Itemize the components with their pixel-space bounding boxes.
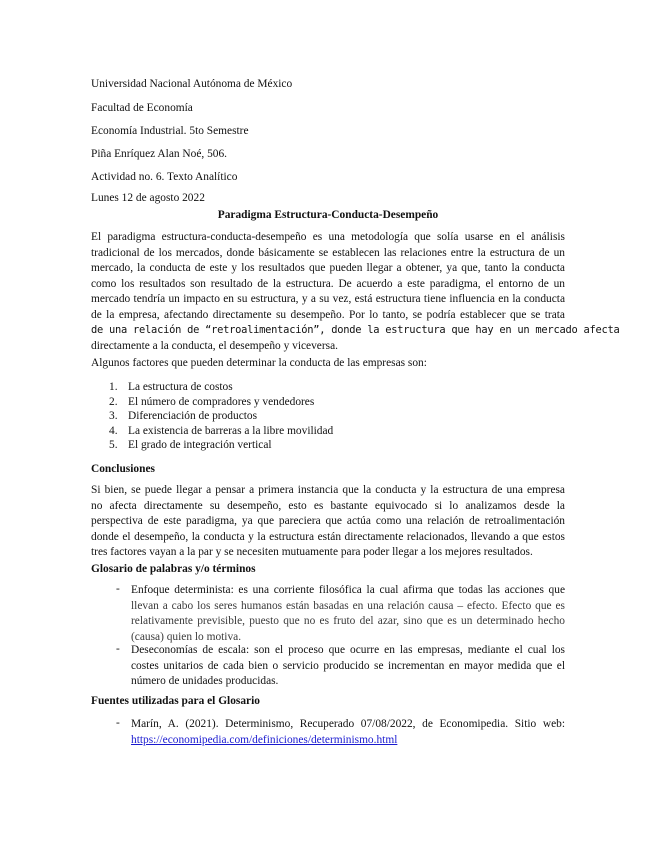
sources-heading: Fuentes utilizadas para el Glosario <box>91 695 260 707</box>
paragraph-line: como los resultados son resultado de la estructura. De acuerdo a este paradigma, el entorno de un <box>91 277 565 290</box>
author-name: Piña Enríquez Alan Noé, 506. <box>91 148 228 160</box>
conclusions-heading: Conclusiones <box>91 463 155 475</box>
dash-bullet: - <box>116 717 120 729</box>
paragraph-line: mercado, la conducta de este y los resultados que pueden llegar a obtener, ya que, tanto la conducta <box>91 262 565 274</box>
paragraph-line: no afecta directamente su desempeño, esto es bastante equivocado si lo analizamos desde la <box>91 499 565 512</box>
glossary-line: relativamente previsible, puesto que no es fruto del azar, sino que es un determinado hecho <box>131 615 565 627</box>
paragraph-line: tres factores vayan a la par y se necesiten mutuamente para poder llegar a los mejores resultados. <box>91 546 533 558</box>
paragraph-line: tradicional de los mercados, donde básicamente se establecen las relaciones entre la estructura de un <box>91 246 565 259</box>
paragraph-line: de una relación de “retroalimentación”, donde la estructura que hay en un mercado afecta <box>91 324 620 336</box>
conclusions-paragraph <box>91 483 565 561</box>
paragraph-line: donde el desempeño, la conducta y la estructura están directamente relacionados, llevando a que estos <box>91 530 565 543</box>
paragraph-line: directamente a la conducta, el desempeño y viceversa. <box>91 339 338 352</box>
list-number: 4. <box>109 424 118 437</box>
glossary-line: Deseconomías de escala: son el proceso que ocurre en las empresas, mediante el cual los <box>131 644 565 656</box>
paragraph-line: mercado tendría un impacto en su estructura, y a su vez, está estructura tiene influencia en la conducta <box>91 293 565 305</box>
page-title: Paradigma Estructura-Conducta-Desempeño <box>217 209 439 221</box>
glossary-line: costes unitarios de cada bien o servicio producido se incrementan en mayor medida que el <box>131 659 565 672</box>
glossary-line: número de unidades producidas. <box>131 675 279 687</box>
glossary-line: (causa) quien lo motiva. <box>131 630 242 643</box>
list-text: Diferenciación de productos <box>128 410 258 422</box>
list-text: El número de compradores y vendedores <box>128 395 315 408</box>
activity-name: Actividad no. 6. Texto Analítico <box>91 171 238 183</box>
paragraph-line: El paradigma estructura-conducta-desempeño es una metodología que solía usarse en el análisis <box>91 231 565 243</box>
faculty-name: Facultad de Economía <box>91 102 193 114</box>
glossary-line: Enfoque determinista: es una corriente filosófica la cual afirma que todas las acciones que <box>131 584 565 596</box>
dash-bullet: - <box>116 583 120 595</box>
intro-paragraph <box>91 230 620 354</box>
dash-bullet: - <box>116 643 120 655</box>
list-number: 3. <box>109 410 118 422</box>
paragraph-line: perspectiva de este paradigma, ya que pareciera que actúa como una relación de retroalimentación <box>91 515 565 527</box>
paragraph-line: Si bien, se puede llegar a pensar a primera instancia que la conducta y la estructura de una empresa <box>91 484 565 496</box>
source-citation: Marín, A. (2021). Determinismo, Recuperado 07/08/2022, de Economipedia. Sitio web: <box>131 718 565 730</box>
factors-intro: Algunos factores que pueden determinar la conducta de las empresas son: <box>91 357 427 369</box>
list-number: 1. <box>109 381 118 393</box>
list-text: El grado de integración vertical <box>128 439 272 451</box>
paragraph-line: de la empresa, afectando directamente su desempeño. Por lo tanto, se podría establecer que se trata <box>91 308 565 321</box>
source-link[interactable]: https://economipedia.com/definiciones/determinismo.html <box>131 733 398 746</box>
document-date: Lunes 12 de agosto 2022 <box>91 192 205 204</box>
list-number: 5. <box>109 439 118 451</box>
course-name: Economía Industrial. 5to Semestre <box>91 125 249 137</box>
list-number: 2. <box>109 395 118 408</box>
glossary-heading: Glosario de palabras y/o términos <box>91 563 256 575</box>
source-line <box>131 733 565 749</box>
list-text: La existencia de barreras a la libre movilidad <box>128 424 334 437</box>
list-text: La estructura de costos <box>128 381 233 393</box>
glossary-line: llevan a cabo los seres humanos están basadas en una relación causa – efecto. Efecto que es <box>131 599 565 612</box>
university-name: Universidad Nacional Autónoma de México <box>91 78 293 90</box>
